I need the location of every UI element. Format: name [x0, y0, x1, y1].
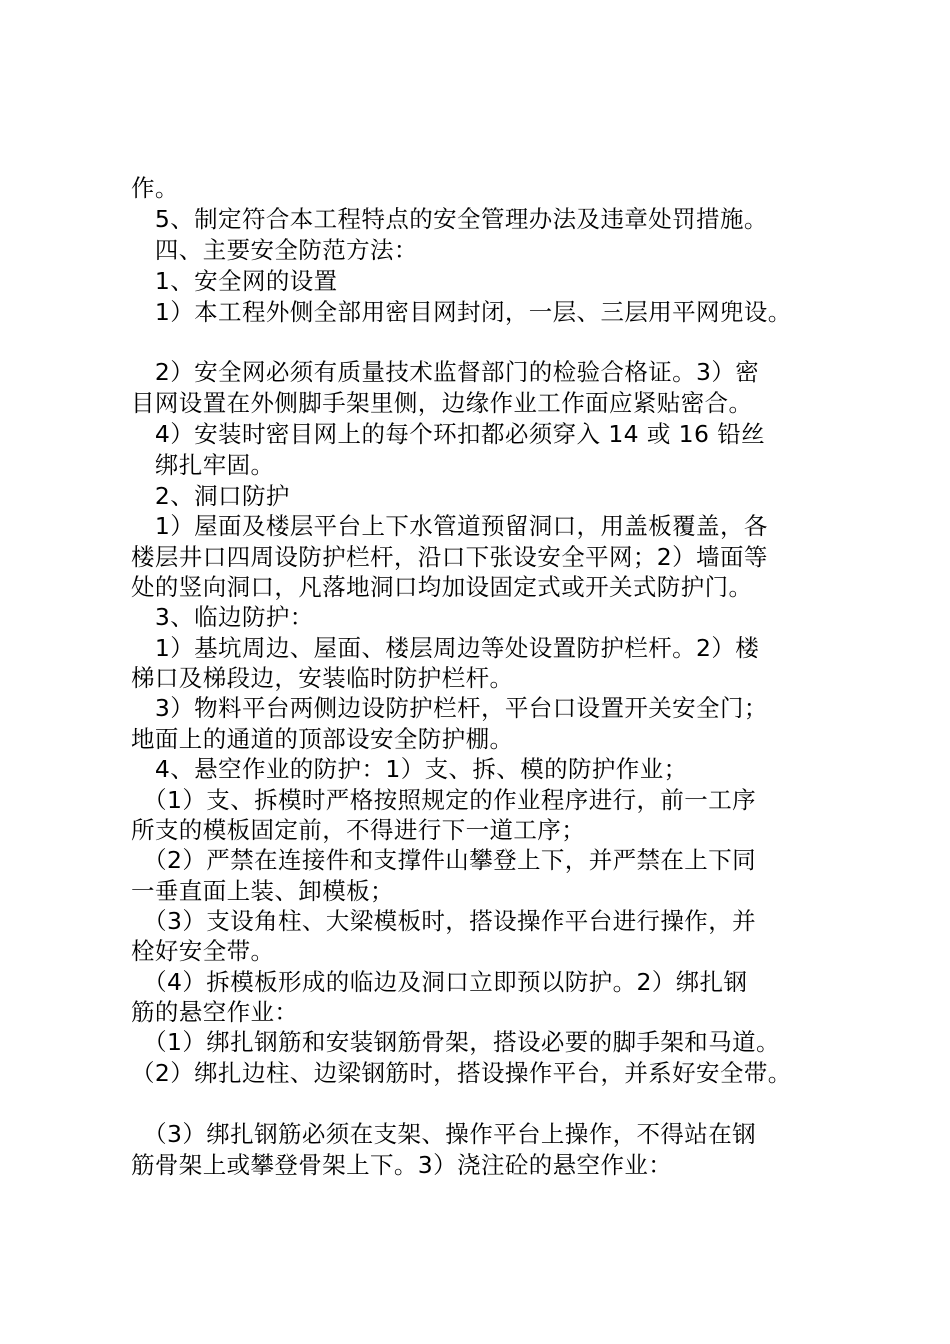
text-line: 3、临边防护： [131, 603, 314, 631]
text-line: （4）拆模板形成的临边及洞口立即预以防护。2）绑扎钢 [131, 968, 748, 996]
text-line: （3）绑扎钢筋必须在支架、操作平台上操作，不得站在钢 [131, 1120, 757, 1148]
text-line: 筋骨架上或攀登骨架上下。3）浇注砼的悬空作业： [131, 1151, 673, 1179]
text-line: 5、制定符合本工程特点的安全管理办法及违章处罚措施。 [131, 205, 768, 233]
text-line: 地面上的通道的顶部设安全防护棚。 [131, 725, 514, 753]
text-line: 2、洞口防护 [131, 482, 290, 510]
text-line: 楼层井口四周设防护栏杆，沿口下张设安全平网；2）墙面等 [131, 543, 768, 571]
text-line: 筋的悬空作业： [131, 998, 299, 1026]
text-line: （1）支、拆模时严格按照规定的作业程序进行，前一工序 [131, 786, 757, 814]
text-line: 绑扎牢固。 [131, 451, 275, 479]
text-line: 4、悬空作业的防护：1）支、拆、模的防护作业； [131, 755, 688, 783]
text-line: 4）安装时密目网上的每个环扣都必须穿入 14 或 16 铅丝 [131, 420, 766, 448]
text-line: 1）本工程外侧全部用密目网封闭，一层、三层用平网兜设。 [131, 298, 792, 326]
text-line: 1）基坑周边、屋面、楼层周边等处设置防护栏杆。2）楼 [131, 634, 760, 662]
text-line: 2）安全网必须有质量技术监督部门的检验合格证。3）密 [131, 358, 760, 386]
text-line: 目网设置在外侧脚手架里侧，边缘作业工作面应紧贴密合。 [131, 389, 753, 417]
text-line: 所支的模板固定前，不得进行下一道工序； [131, 816, 586, 844]
text-line: 栓好安全带。 [131, 937, 275, 965]
text-line: 四、主要安全防范方法： [131, 236, 418, 264]
text-line: 作。 [131, 174, 179, 202]
text-line: 一垂直面上装、卸模板； [131, 877, 394, 905]
text-line: 处的竖向洞口，凡落地洞口均加设固定式或开关式防护门。 [131, 573, 753, 601]
text-line: （3）支设角柱、大梁模板时，搭设操作平台进行操作，并 [131, 907, 757, 935]
text-line: 3）物料平台两侧边设防护栏杆，平台口设置开关安全门； [131, 694, 768, 722]
text-line: 1）屋面及楼层平台上下水管道预留洞口，用盖板覆盖，各 [131, 512, 768, 540]
text-line: （2）绑扎边柱、边梁钢筋时，搭设操作平台，并系好安全带。 [131, 1059, 792, 1087]
text-line: （2）严禁在连接件和支撑件山攀登上下，并严禁在上下同 [131, 846, 757, 874]
text-line: 梯口及梯段边，安装临时防护栏杆。 [131, 664, 514, 692]
text-line: （1）绑扎钢筋和安装钢筋骨架，搭设必要的脚手架和马道。 [131, 1028, 780, 1056]
text-line: 1、安全网的设置 [131, 267, 338, 295]
